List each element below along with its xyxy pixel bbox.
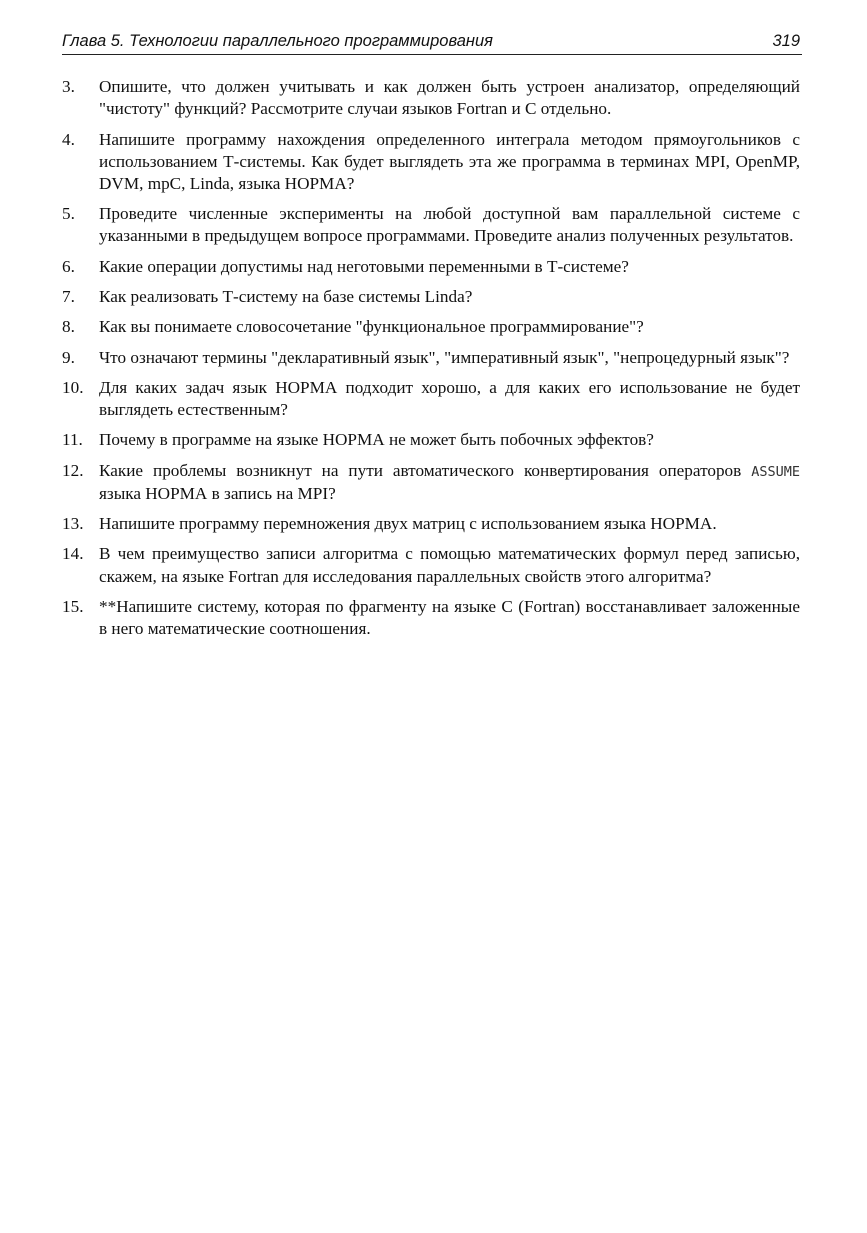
question-item bbox=[62, 377, 800, 421]
question-item bbox=[62, 316, 800, 338]
page-number: 319 bbox=[772, 32, 800, 50]
question-text: Что означают термины "декларативный язык", "императивный язык", "непроцедурный язык"? bbox=[99, 347, 790, 367]
chapter-title: Глава 5. Технологии параллельного программирования bbox=[62, 32, 493, 50]
question-number: 4. bbox=[62, 129, 75, 149]
question-item bbox=[62, 460, 800, 505]
question-item bbox=[62, 513, 800, 535]
question-text: Какие операции допустимы над неготовыми переменными в Т-системе? bbox=[99, 256, 629, 276]
running-head bbox=[62, 30, 802, 55]
question-number: 5. bbox=[62, 204, 75, 224]
question-number: 15. bbox=[62, 596, 84, 616]
question-text bbox=[99, 461, 800, 503]
question-text: Напишите программу перемножения двух матриц с использованием языка НОРМА. bbox=[99, 514, 717, 534]
question-text-after-code: языка НОРМА в запись на MPI? bbox=[99, 483, 336, 503]
code-keyword: ASSUME bbox=[751, 463, 800, 480]
question-text: Как реализовать Т-систему на базе системы Linda? bbox=[99, 287, 473, 306]
question-item bbox=[62, 429, 800, 451]
question-item bbox=[62, 286, 800, 308]
question-item bbox=[62, 76, 800, 120]
question-number: 11. bbox=[62, 430, 83, 450]
question-number: 7. bbox=[62, 287, 75, 306]
question-item bbox=[62, 596, 800, 640]
question-number: 13. bbox=[62, 514, 84, 534]
question-item bbox=[62, 543, 800, 587]
question-text: Напишите программу нахождения определенного интеграла методом прямоугольников с использованием Т-системы. Как будет выглядеть эта же программа в терминах MPI, OpenMP, DVM, mpC, Linda, языка НОРМА? bbox=[99, 129, 800, 193]
question-number: 6. bbox=[62, 256, 75, 276]
question-text: Для каких задач язык НОРМА подходит хорошо, а для каких его использование не будет выглядеть естественным? bbox=[99, 377, 800, 420]
question-text: Опишите, что должен учитывать и как должен быть устроен анализатор, определяющий "чистоту" функций? Рассмотрите случаи языков Fortran и С отдельно. bbox=[99, 77, 800, 119]
question-number: 14. bbox=[62, 544, 84, 564]
question-number: 12. bbox=[62, 460, 84, 480]
question-number: 3. bbox=[62, 77, 75, 96]
question-item bbox=[62, 203, 800, 247]
question-text: Как вы понимаете словосочетание "функциональное программирование"? bbox=[99, 317, 644, 337]
question-text: **Напишите систему, которая по фрагменту на языке С (Fortran) восстанавливает заложенные в него математические соотношения. bbox=[99, 596, 800, 639]
questions-list bbox=[62, 76, 800, 648]
question-item bbox=[62, 256, 800, 278]
question-item bbox=[62, 347, 800, 369]
question-text: Проведите численные эксперименты на любой доступной вам параллельной системе с указанными в предыдущем вопросе программами. Проведите анализ полученных результатов. bbox=[99, 204, 800, 246]
question-number: 9. bbox=[62, 347, 75, 367]
question-text-before-code: Какие проблемы возникнут на пути автоматического конвертирования операторов bbox=[99, 460, 752, 480]
question-number: 10. bbox=[62, 377, 84, 397]
question-number: 8. bbox=[62, 317, 75, 337]
question-text: Почему в программе на языке НОРМА не может быть побочных эффектов? bbox=[99, 430, 654, 450]
question-text: В чем преимущество записи алгоритма с помощью математических формул перед записью, скажем, на языке Fortran для исследования параллельных свойств этого алгоритма? bbox=[99, 544, 800, 586]
question-item bbox=[62, 129, 800, 196]
